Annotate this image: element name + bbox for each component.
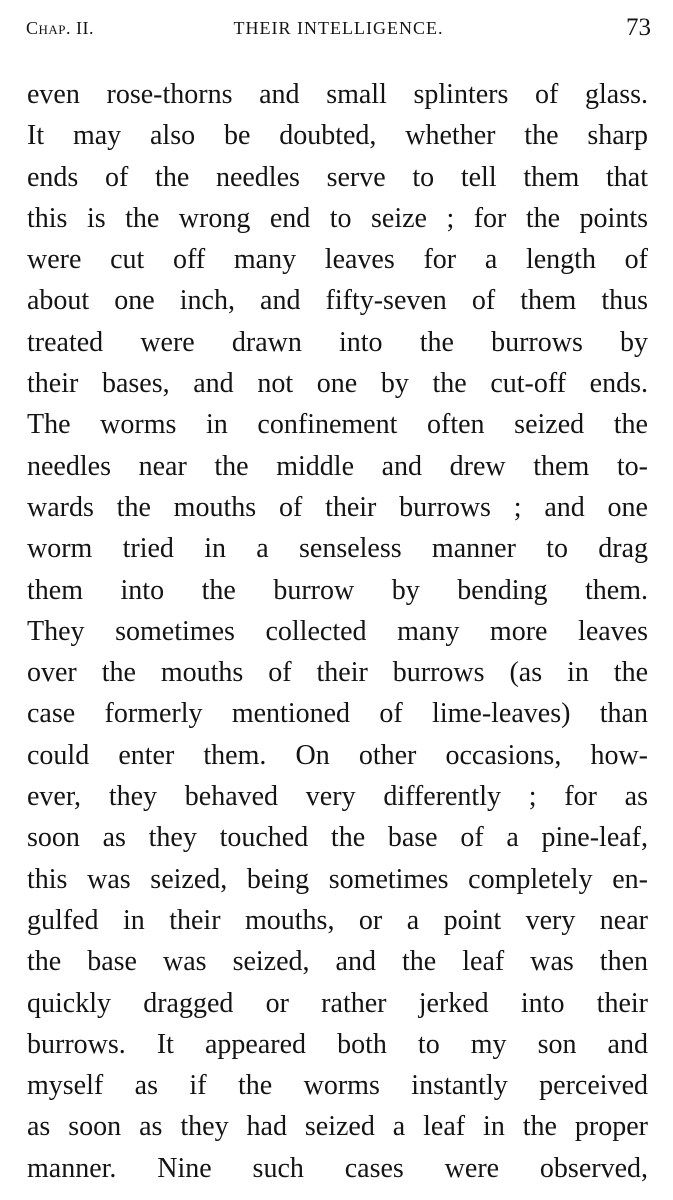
text-line: gulfed in their mouths, or a point very near [27,904,648,936]
text-line: quickly dragged or rather jerked into their [27,987,648,1019]
text-line: this is the wrong end to seize ; for the points [27,202,648,234]
text-line: were cut off many leaves for a length of [27,244,648,276]
page-number: 73 [626,14,651,41]
text-line: them into the burrow by bending them. [27,574,648,606]
text-line: ends of the needles serve to tell them that [27,161,648,193]
text-line: myself as if the worms instantly perceived [27,1070,648,1102]
text-line: about one inch, and fifty-seven of them thus [27,285,648,317]
text-line: even rose-thorns and small splinters of glass. [27,79,648,110]
text-line: over the mouths of their burrows (as in the [27,657,648,689]
text-line: soon as they touched the base of a pine-leaf, [27,822,648,854]
running-header [26,14,651,46]
text-line: as soon as they had seized a leaf in the proper [27,1111,648,1143]
text-line: burrows. It appeared both to my son and [27,1028,648,1060]
text-line: needles near the middle and drew them to- [27,450,648,482]
text-line: treated were drawn into the burrows by [27,326,648,358]
text-line: their bases, and not one by the cut-off ends. [27,368,648,400]
text-line: the base was seized, and the leaf was then [27,946,648,978]
text-line: worm tried in a senseless manner to drag [27,533,648,565]
body-text [27,74,648,1189]
text-line: case formerly mentioned of lime-leaves) than [27,698,648,730]
text-line: wards the mouths of their burrows ; and one [27,491,648,523]
chapter-label: Chap. II. [26,18,95,38]
text-line: ever, they behaved very differently ; for as [27,781,648,813]
text-line: They sometimes collected many more leaves [27,615,648,647]
text-line: this was seized, being sometimes completely en- [27,863,648,895]
text-line: could enter them. On other occasions, how- [27,739,648,771]
text-line: manner. Nine such cases were observed, [27,1152,648,1184]
text-line: The worms in confinement often seized the [27,409,648,441]
text-line: It may also be doubted, whether the sharp [27,120,648,152]
running-title: THEIR INTELLIGENCE. [233,18,444,38]
